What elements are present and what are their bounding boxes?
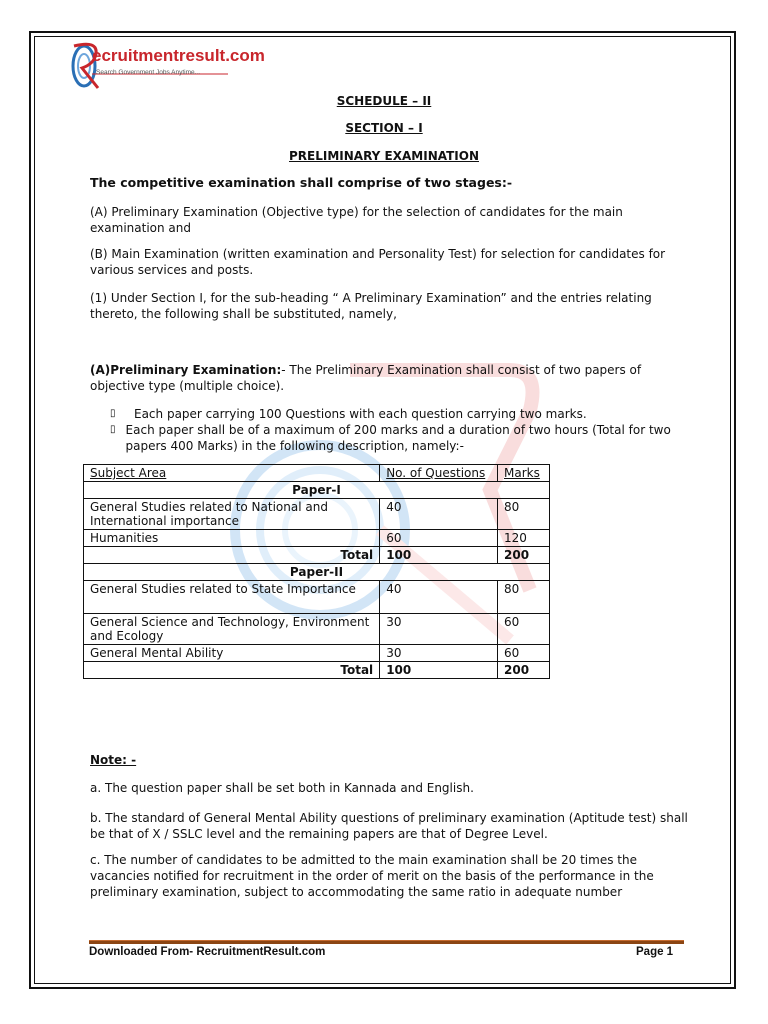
- total-label: Total: [84, 662, 380, 679]
- bullet-text: Each paper shall be of a maximum of 200 marks and a duration of two hours (Total for two papers 400 Marks) in the following description, namely:-: [125, 423, 671, 453]
- questions-cell: 30: [380, 614, 498, 645]
- table-row: [84, 482, 550, 499]
- schedule-heading: SCHEDULE – II: [336, 94, 432, 108]
- table-row: [84, 547, 550, 564]
- marks-cell: 80: [498, 581, 550, 614]
- subject-cell: General Mental Ability: [84, 645, 380, 662]
- subject-cell: General Studies related to National and International importance: [84, 499, 380, 530]
- marks-cell: 60: [498, 645, 550, 662]
- paper-2-title: Paper-II: [84, 564, 550, 581]
- questions-cell: 40: [380, 499, 498, 530]
- total-questions: 100: [380, 662, 498, 679]
- table-row: [84, 499, 550, 530]
- subject-cell: General Science and Technology, Environment and Ecology: [84, 614, 380, 645]
- page-number: Page 1: [636, 946, 674, 958]
- logo-title: ecruitmentresult.com: [92, 46, 265, 65]
- intro-paragraph-a: (A) Preliminary Examination (Objective type) for the selection of candidates for the main examination and: [90, 205, 623, 235]
- intro-paragraph-c: (1) Under Section I, for the sub-heading “ A Preliminary Examination” and the entries relating thereto, the following shall be substituted, namely,: [90, 291, 652, 321]
- subject-cell: General Studies related to State Importance: [84, 581, 380, 614]
- prelim-label: (A)Preliminary Examination:: [90, 363, 282, 377]
- table-row: [84, 662, 550, 679]
- list-item: [110, 422, 700, 454]
- table-header-row: [84, 465, 550, 482]
- marks-cell: 120: [498, 530, 550, 547]
- list-item: [110, 406, 700, 422]
- note-c: c. The number of candidates to be admitted to the main examination shall be 20 times the vacancies notified for recruitment in the order of merit on the basis of the performance in the preliminary examination, subject to accommodating the same ratio in adequate number: [90, 853, 654, 899]
- logo-tagline: Search Government Jobs Anytime...: [96, 69, 201, 76]
- total-label: Total: [84, 547, 380, 564]
- column-header-subject: Subject Area: [84, 465, 380, 482]
- footer-source: Downloaded From- RecruitmentResult.com: [89, 946, 326, 958]
- subject-cell: Humanities: [84, 530, 380, 547]
- prelim-text: - The Preliminary Examination shall consist of two papers of objective type (multiple choice).: [90, 363, 642, 393]
- bullet-icon: ▯: [110, 408, 116, 419]
- exam-heading: PRELIMINARY EXAMINATION: [289, 149, 479, 163]
- table-row: [84, 564, 550, 581]
- section-heading: SECTION – I: [345, 121, 423, 135]
- questions-cell: 30: [380, 645, 498, 662]
- marks-cell: 80: [498, 499, 550, 530]
- stages-statement: The competitive examination shall comprise of two stages:-: [90, 175, 513, 190]
- table-row: [84, 581, 550, 614]
- prelim-paragraph: [90, 362, 690, 394]
- marks-cell: 60: [498, 614, 550, 645]
- table-row: [84, 645, 550, 662]
- intro-paragraph-b: (B) Main Examination (written examination and Personality Test) for selection for candidates for various services and posts.: [90, 247, 666, 277]
- table-row: [84, 614, 550, 645]
- footer-divider: [89, 940, 684, 944]
- questions-cell: 60: [380, 530, 498, 547]
- column-header-questions: No. of Questions: [380, 465, 498, 482]
- note-a: a. The question paper shall be set both in Kannada and English.: [90, 781, 474, 795]
- bullet-icon: ▯: [110, 424, 116, 435]
- bullet-text: Each paper carrying 100 Questions with each question carrying two marks.: [134, 407, 587, 421]
- table-row: [84, 530, 550, 547]
- total-questions: 100: [380, 547, 498, 564]
- questions-cell: 40: [380, 581, 498, 614]
- paper-1-title: Paper-I: [84, 482, 550, 499]
- prelim-bullets: [110, 406, 700, 454]
- note-b: b. The standard of General Mental Ability questions of preliminary examination (Aptitude test) shall be that of X / SSLC level and the remaining papers are that of Degree Level.: [90, 811, 688, 841]
- exam-table: [83, 464, 550, 679]
- total-marks: 200: [498, 662, 550, 679]
- total-marks: 200: [498, 547, 550, 564]
- column-header-marks: Marks: [498, 465, 550, 482]
- note-title: Note: -: [90, 753, 137, 767]
